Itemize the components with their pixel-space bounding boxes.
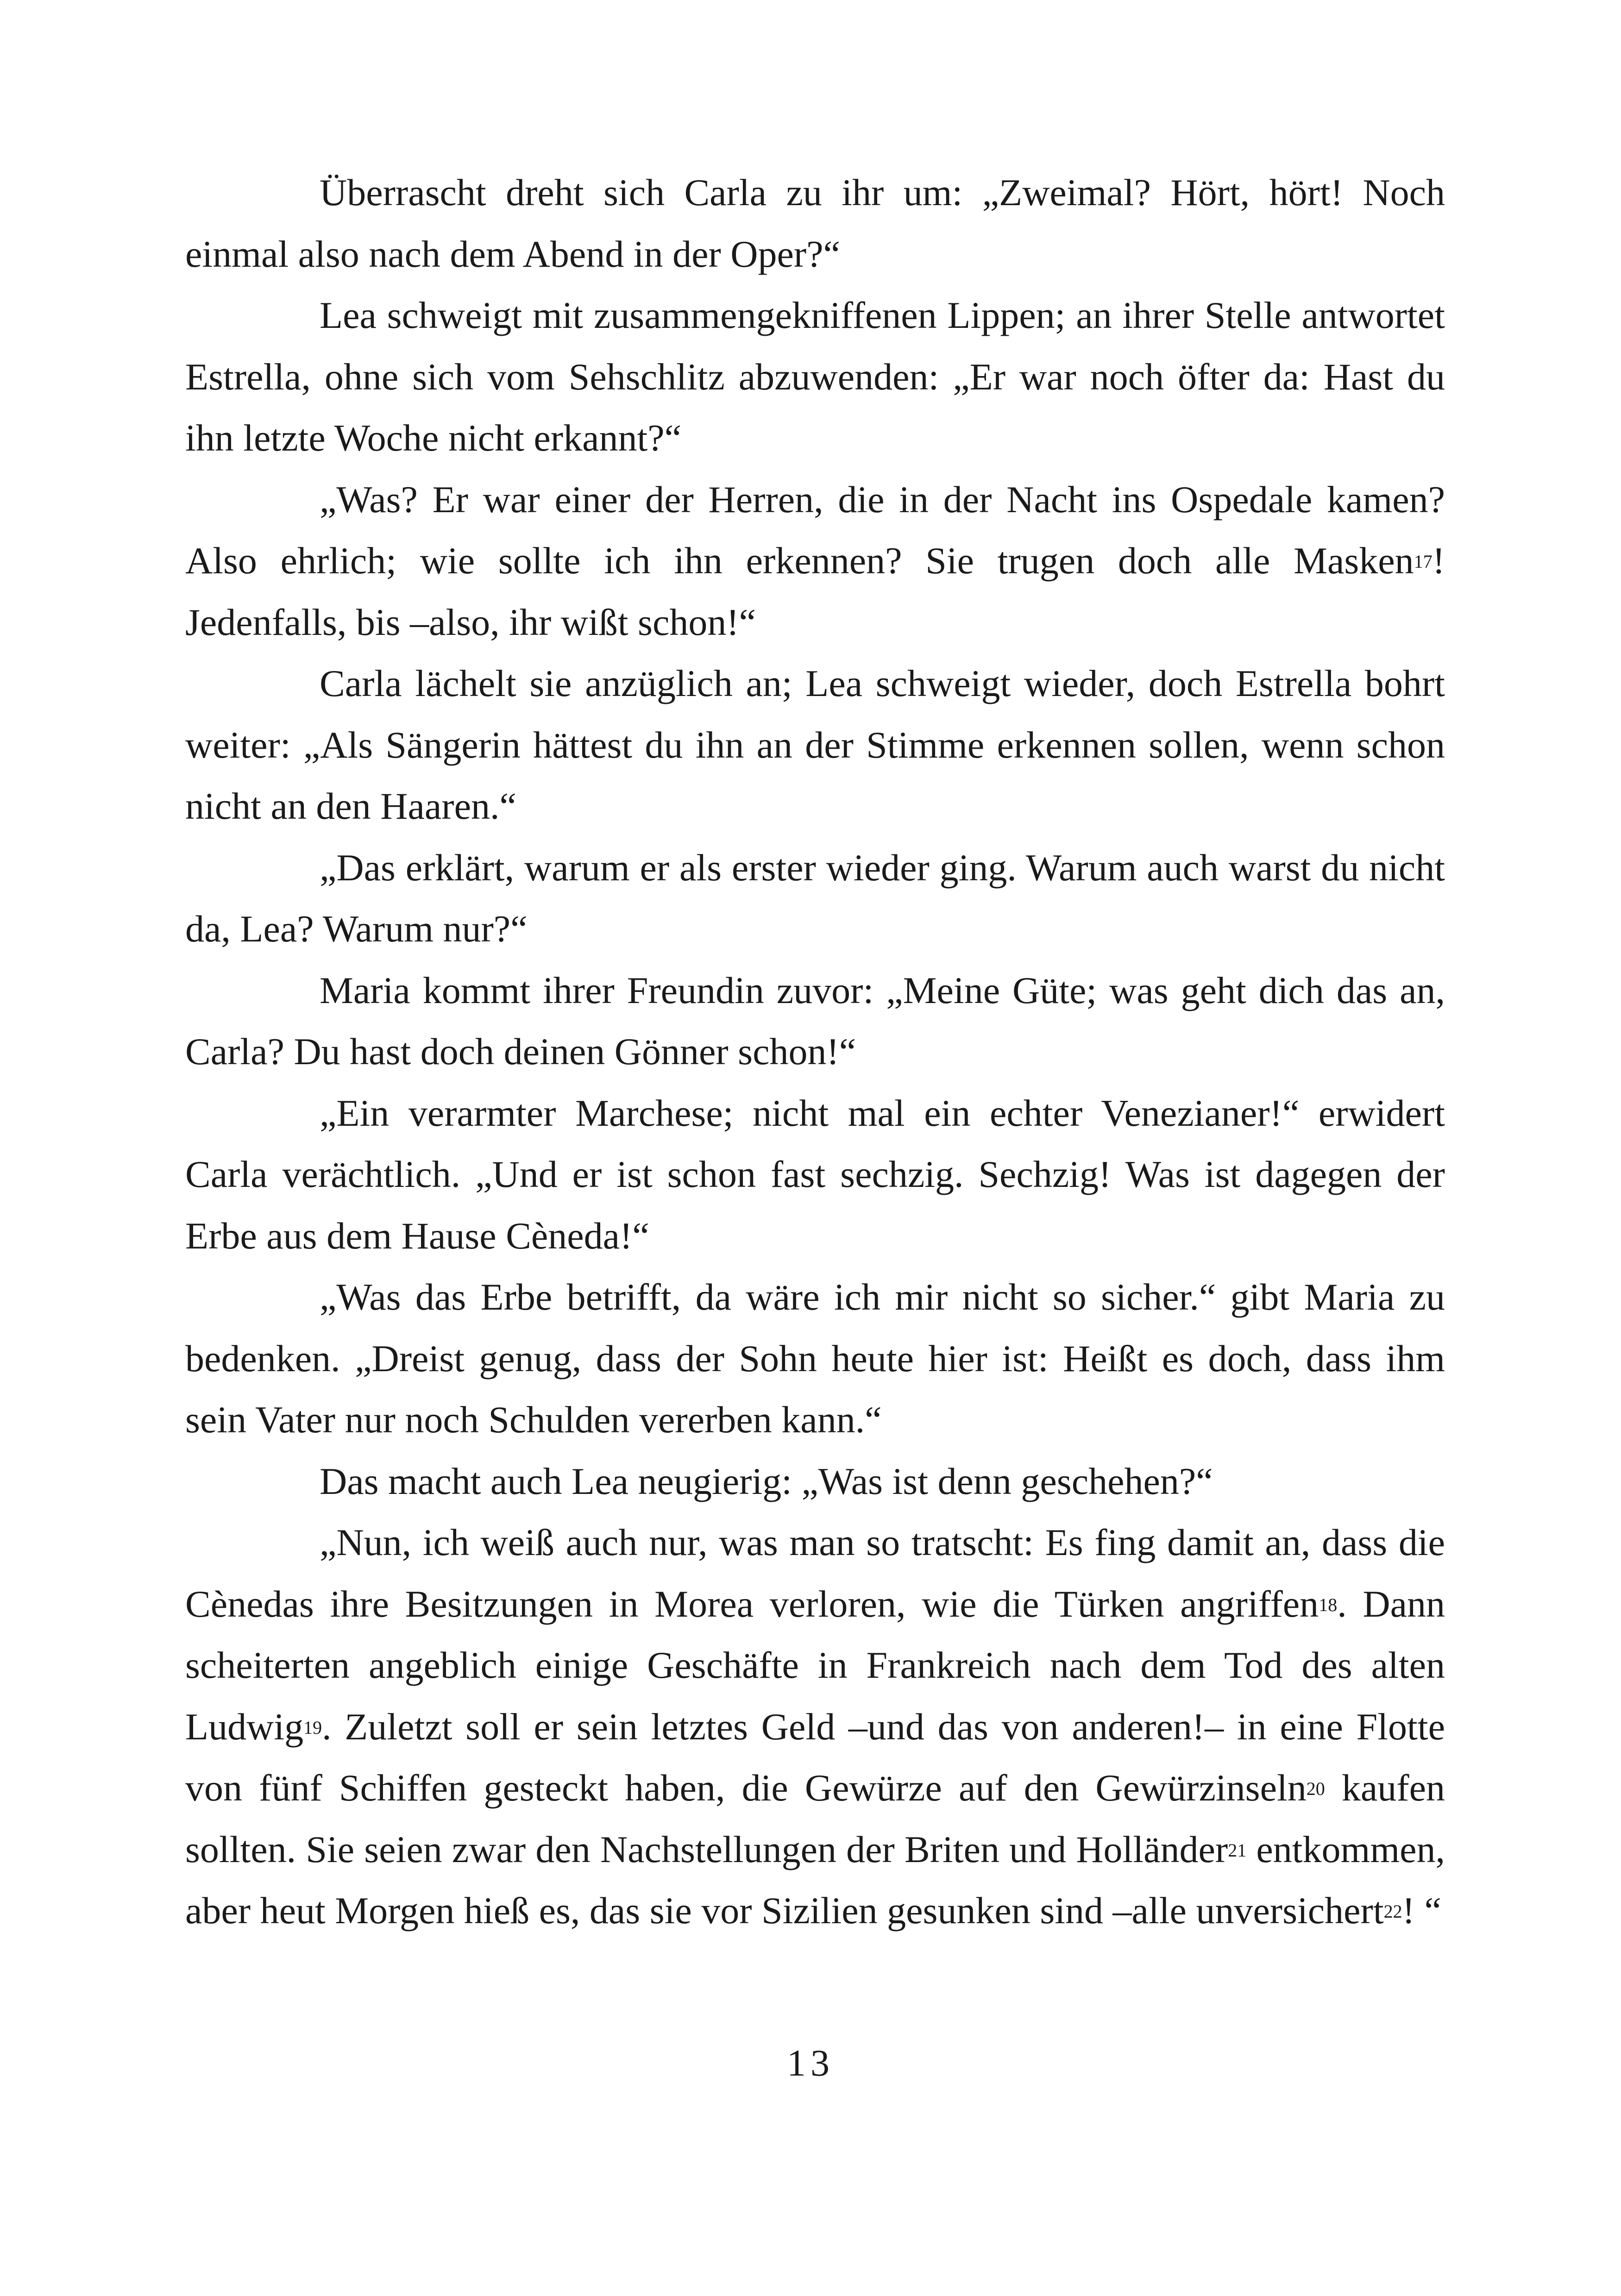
footnote-marker: 19	[303, 1717, 322, 1738]
paragraph	[185, 285, 1445, 469]
paragraph	[185, 162, 1445, 285]
body-text	[185, 162, 1445, 1942]
paragraph	[185, 1267, 1445, 1451]
paragraph	[185, 1512, 1445, 1942]
footnote-marker: 18	[1319, 1594, 1338, 1615]
text-segment: kaufen sollten. Sie seien zwar den Nachstellungen der Briten und Holländer	[185, 1767, 1445, 1870]
text-segment: ! “	[1402, 1889, 1441, 1932]
text-segment: „Was? Er war einer der Herren, die in der Nacht ins Ospedale kamen? Also ehrlich; wie sollte ich ihn erkennen? Sie trugen doch alle Masken	[185, 478, 1445, 582]
paragraph	[185, 837, 1445, 960]
text-segment: . Dann scheiterten angeblich einige Geschäfte in Frankreich nach dem Tod des alten Ludwig	[185, 1582, 1445, 1748]
paragraph	[185, 960, 1445, 1083]
footnote-marker: 17	[1414, 551, 1433, 572]
text-segment: „Nun, ich weiß auch nur, was man so tratscht: Es fing damit an, dass die Cènedas ihre Besitzungen in Morea verloren, wie die Türken angriffen	[185, 1521, 1445, 1625]
text-segment: . Zuletzt soll er sein letztes Geld –und das von anderen!– in eine Flotte von fünf Schiffen gesteckt haben, die Gewürze auf den Gewürzinseln	[185, 1705, 1445, 1809]
text-segment: Das macht auch Lea neugierig: „Was ist denn geschehen?“	[320, 1460, 1213, 1502]
text-segment: „Ein verarmter Marchese; nicht mal ein echter Venezianer!“ erwidert Carla verächtlich. „Und er ist schon fast sechzig. Sechzig! Was ist dagegen der Erbe aus dem Hause Cèneda!“	[185, 1092, 1445, 1257]
footnote-marker: 21	[1228, 1839, 1247, 1861]
text-segment: ! Jedenfalls, bis –also, ihr wißt schon!“	[185, 539, 1445, 643]
paragraph	[185, 1083, 1445, 1267]
text-segment: entkommen, aber heut Morgen hieß es, das sie vor Sizilien gesunken sind –alle unversichert	[185, 1828, 1445, 1932]
paragraph	[185, 469, 1445, 653]
text-segment: Lea schweigt mit zusammengekniffenen Lippen; an ihrer Stelle antwortet Estrella, ohne sich vom Sehschlitz abzuwenden: „Er war noch öfter da: Hast du ihn letzte Woche nicht erkannt?“	[185, 294, 1445, 459]
text-segment: „Das erklärt, warum er als erster wieder ging. Warum auch warst du nicht da, Lea? Warum nur?“	[185, 846, 1445, 950]
text-segment: Carla lächelt sie anzüglich an; Lea schweigt wieder, doch Estrella bohrt weiter: „Als Sängerin hättest du ihn an der Stimme erkennen sollen, wenn schon nicht an den Haaren.“	[185, 662, 1445, 827]
text-segment: Überrascht dreht sich Carla zu ihr um: „Zweimal? Hört, hört! Noch einmal also nach dem Abend in der Oper?“	[185, 171, 1445, 275]
footnote-marker: 20	[1306, 1778, 1325, 1799]
text-segment: „Was das Erbe betrifft, da wäre ich mir nicht so sicher.“ gibt Maria zu bedenken. „Dreist genug, dass der Sohn heute hier ist: Heißt es doch, dass ihm sein Vater nur noch Schulden vererben kann.“	[185, 1276, 1445, 1441]
page-number: 13	[787, 2042, 834, 2084]
text-segment: Maria kommt ihrer Freundin zuvor: „Meine Güte; was geht dich das an, Carla? Du hast doch deinen Gönner schon!“	[185, 969, 1445, 1073]
footnote-marker: 22	[1383, 1901, 1402, 1922]
paragraph	[185, 653, 1445, 837]
paragraph	[185, 1451, 1445, 1512]
